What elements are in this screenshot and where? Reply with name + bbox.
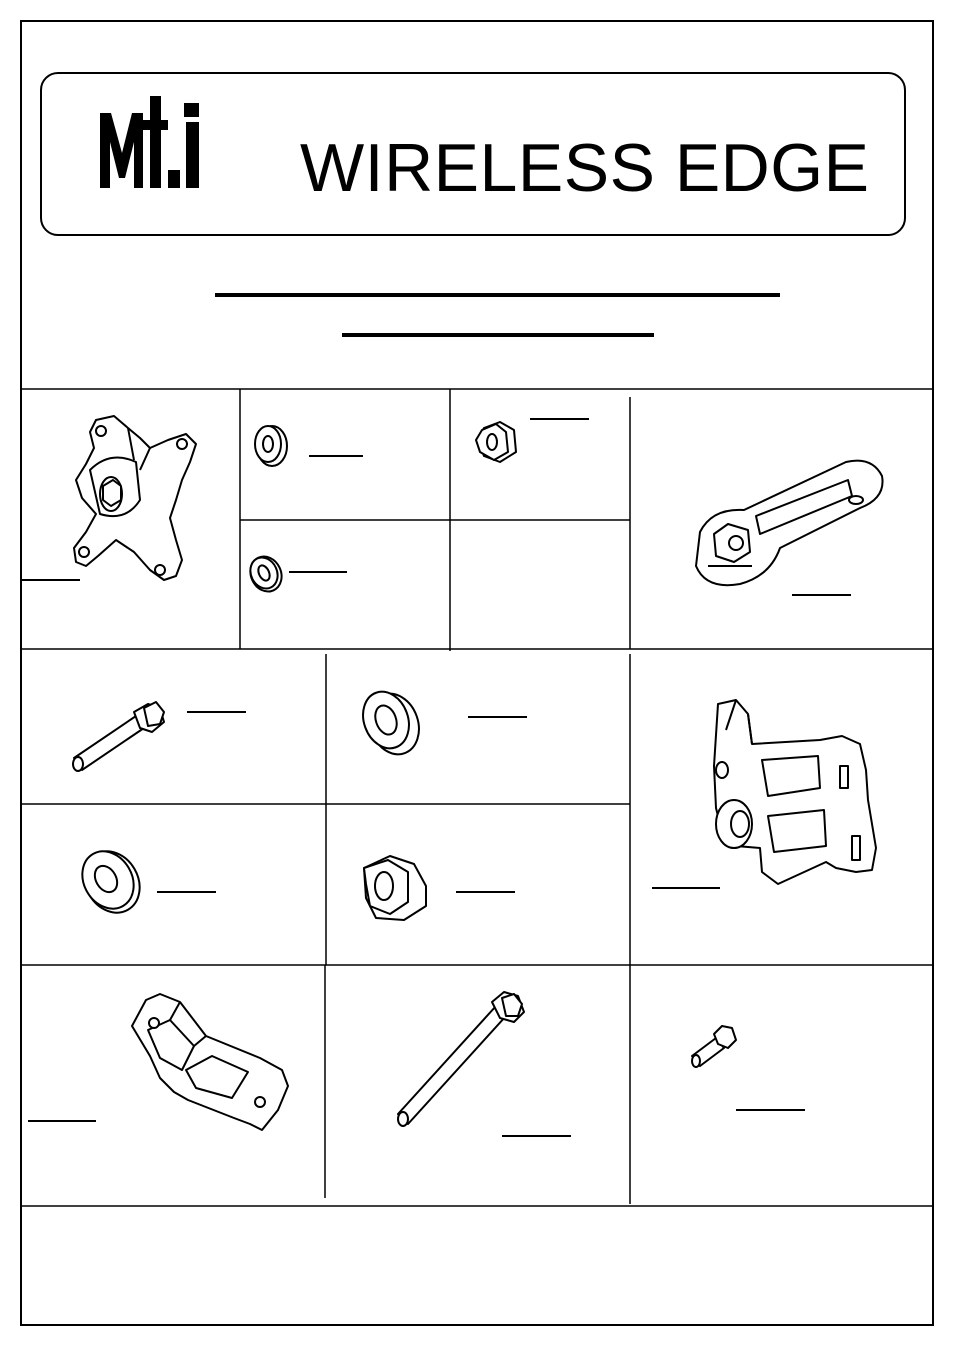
thick-washer-icon — [355, 685, 427, 761]
brand-title: WIRELESS EDGE — [300, 130, 870, 206]
short-screw-icon — [692, 1026, 736, 1067]
large-hex-nut-icon — [364, 856, 426, 920]
vesa-star-plate-icon — [74, 416, 196, 580]
flat-washer-icon — [72, 841, 150, 922]
lock-washer-icon — [245, 551, 287, 596]
hex-bolt-icon — [73, 702, 164, 771]
clamp-bracket-icon — [714, 700, 876, 884]
clamp-jaw-icon — [132, 994, 288, 1130]
washer-icon — [255, 426, 287, 466]
hex-nut-icon — [476, 422, 516, 462]
swivel-arm-icon — [696, 461, 883, 586]
long-bolt-icon — [398, 992, 524, 1126]
